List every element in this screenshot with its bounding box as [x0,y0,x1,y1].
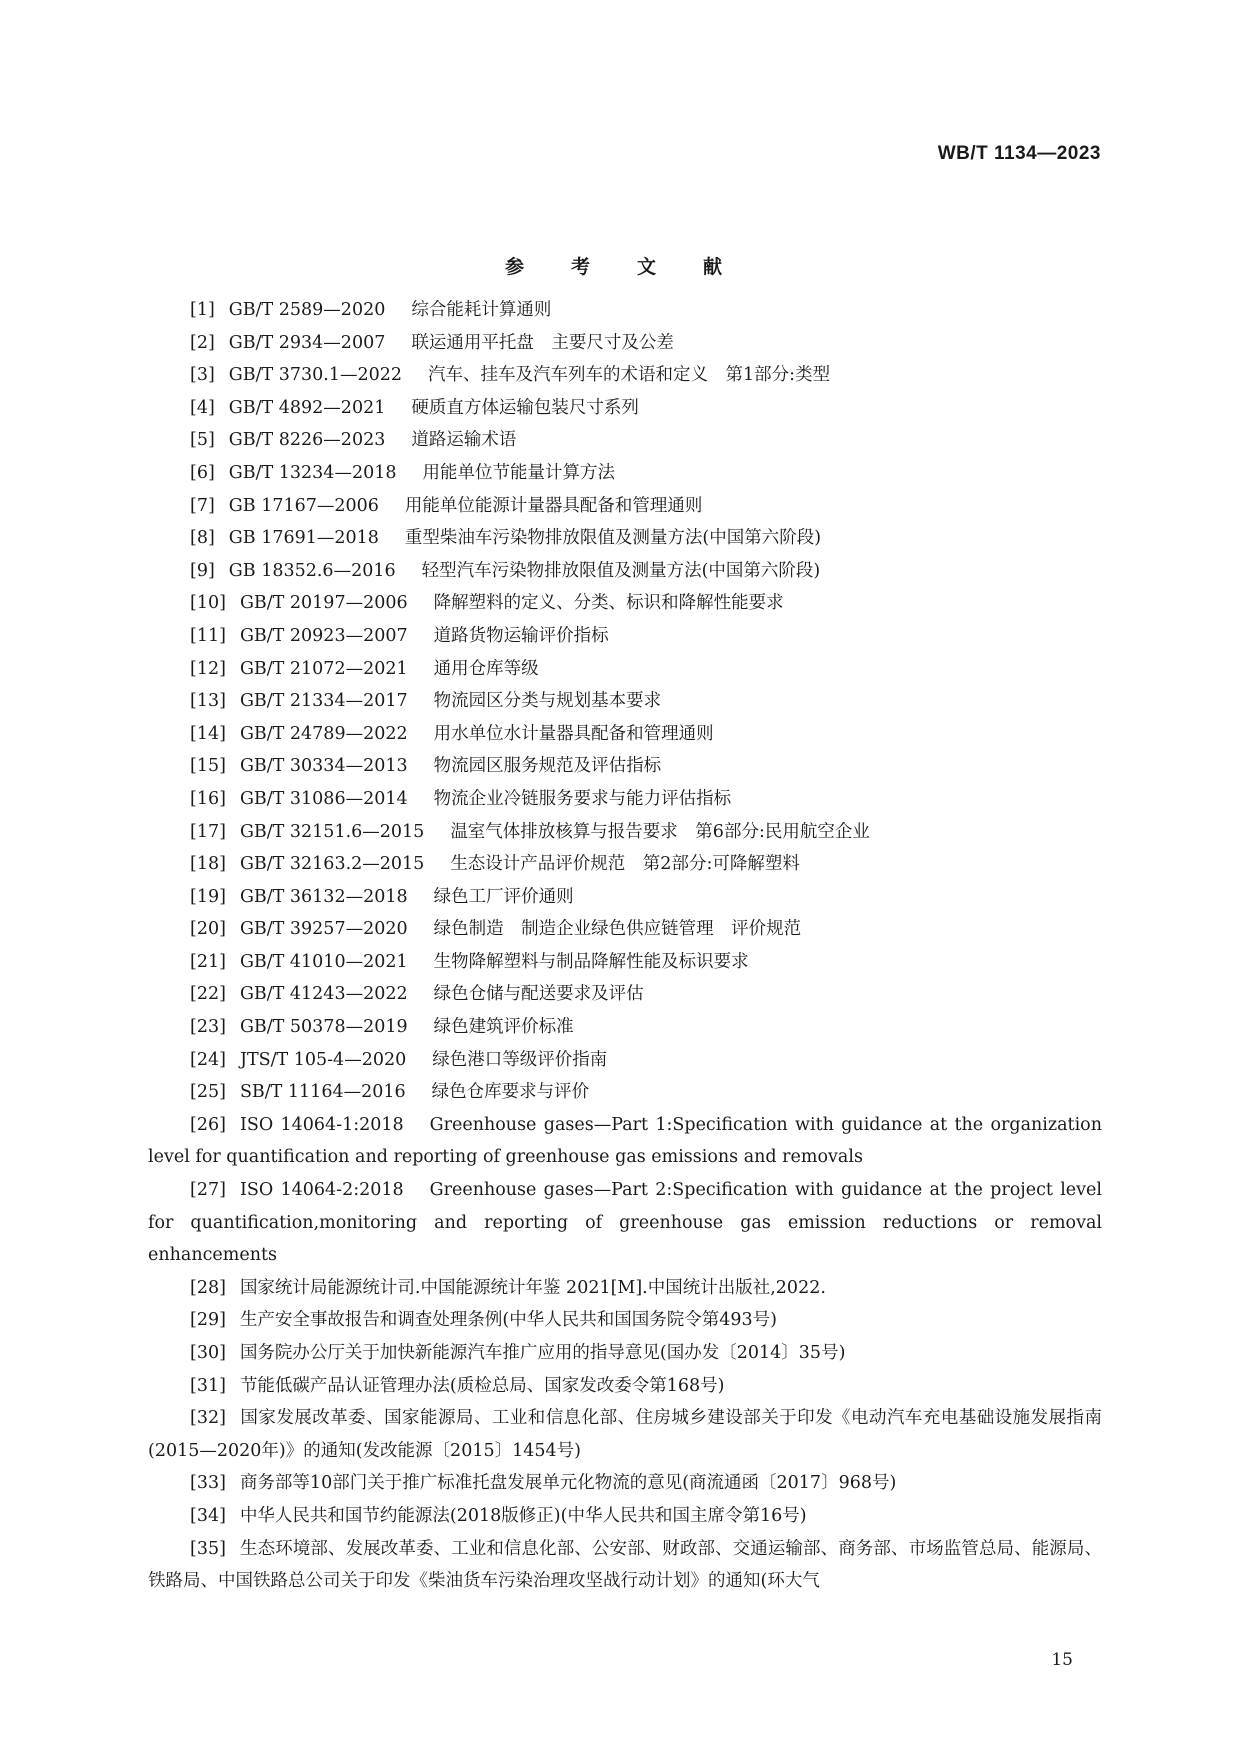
reference-code: GB/T 21072—2021 [239,658,408,679]
reference-code: GB/T 13234—2018 [228,462,397,483]
reference-item [148,653,1102,686]
reference-code: GB/T 2934—2007 [228,332,386,353]
reference-code: GB/T 3730.1—2022 [228,365,403,386]
reference-number: [33] [190,1473,226,1494]
reference-item [148,1370,1102,1403]
reference-code: GB/T 31086—2014 [239,788,408,809]
reference-text: 国家发展改革委、国家能源局、工业和信息化部、住房城乡建设部关于印发《电动汽车充电基础设施发展指南(2015—2020年)》的通知(发改能源〔2015〕1454号) [148,1408,1102,1461]
reference-code: GB/T 32151.6—2015 [239,821,425,842]
reference-number: [19] [190,886,226,907]
reference-item [148,881,1102,914]
reference-item [148,1109,1102,1174]
reference-text: 绿色建筑评价标准 [433,1017,574,1038]
reference-code: GB/T 50378—2019 [239,1017,408,1038]
reference-number: [32] [190,1408,226,1429]
reference-number: [1] [190,300,215,320]
reference-number: [7] [190,495,215,516]
reference-code: GB/T 39257—2020 [239,919,408,940]
reference-text: 轻型汽车污染物排放限值及测量方法(中国第六阶段) [421,560,821,581]
reference-text: 物流园区分类与规划基本要求 [433,691,662,712]
reference-number: [23] [190,1017,226,1038]
reference-item [148,587,1102,620]
reference-number: [34] [190,1505,226,1526]
reference-list [148,294,1102,1598]
reference-item [148,1533,1102,1598]
reference-number: [14] [190,723,226,744]
reference-item [148,359,1102,392]
reference-item [148,1011,1102,1044]
reference-text: 重型柴油车污染物排放限值及测量方法(中国第六阶段) [404,528,822,549]
reference-item [148,1076,1102,1109]
reference-code: GB/T 36132—2018 [239,886,408,907]
reference-text: 物流企业冷链服务要求与能力评估指标 [433,788,732,809]
reference-number: [29] [190,1310,226,1331]
reference-item [148,424,1102,457]
reference-code: GB 17167—2006 [228,495,379,516]
reference-number: [4] [190,397,215,418]
reference-code: GB/T 4892—2021 [228,397,386,418]
reference-text: 国家统计局能源统计司.中国能源统计年鉴 2021[M].中国统计出版社,2022. [239,1277,826,1298]
reference-code: GB/T 20197—2006 [239,593,408,614]
reference-text: Greenhouse gases—Part 1:Specification with guidance at the organization level for quantification and reporting of greenhouse gas emissions and removals [148,1114,1102,1168]
reference-code: GB/T 24789—2022 [239,723,408,744]
reference-text: 联运通用平托盘 主要尺寸及公差 [411,332,674,353]
reference-number: [27] [190,1180,226,1201]
reference-item [148,457,1102,490]
reference-text: 节能低碳产品认证管理办法(质检总局、国家发改委令第168号) [239,1375,725,1396]
reference-item [148,392,1102,425]
reference-text: 中华人民共和国节约能源法(2018版修正)(中华人民共和国主席令第16号) [239,1505,807,1526]
reference-number: [15] [190,756,226,777]
reference-item [148,913,1102,946]
reference-code: GB 18352.6—2016 [228,560,396,581]
reference-text: 汽车、挂车及汽车列车的术语和定义 第1部分:类型 [428,365,831,386]
reference-number: [10] [190,593,226,614]
reference-number: [20] [190,919,226,940]
reference-number: [13] [190,691,226,712]
reference-number: [28] [190,1277,226,1298]
reference-item [148,294,1102,327]
reference-text: 绿色工厂评价通则 [433,886,574,907]
reference-text: 国务院办公厅关于加快新能源汽车推广应用的指导意见(国办发〔2014〕35号) [239,1343,846,1363]
reference-text: 用水单位水计量器具配备和管理通则 [433,723,714,744]
reference-code: SB/T 11164—2016 [239,1082,406,1103]
reference-item [148,816,1102,849]
reference-number: [5] [190,430,215,451]
reference-text: 绿色仓库要求与评价 [431,1082,590,1103]
reference-text: 温室气体排放核算与报告要求 第6部分:民用航空企业 [450,821,870,842]
reference-item [148,1467,1102,1500]
reference-number: [21] [190,951,226,972]
reference-number: [16] [190,788,226,809]
reference-item [148,978,1102,1011]
reference-item [148,750,1102,783]
reference-number: [22] [190,984,226,1005]
reference-number: [12] [190,658,226,679]
reference-text: 道路运输术语 [411,430,517,451]
reference-code: GB 17691—2018 [228,528,379,549]
reference-text: 生物降解塑料与制品降解性能及标识要求 [433,951,749,972]
reference-text: 生态设计产品评价规范 第2部分:可降解塑料 [450,854,800,875]
reference-number: [31] [190,1375,226,1396]
section-title: 参 考 文 献 [504,256,736,278]
reference-item [148,685,1102,718]
reference-item [148,718,1102,751]
reference-text: 硬质直方体运输包装尺寸系列 [411,397,639,418]
reference-item [148,1174,1102,1272]
reference-number: [8] [190,528,215,549]
reference-item [148,555,1102,588]
reference-text: 综合能耗计算通则 [411,300,552,320]
reference-item [148,946,1102,979]
reference-code: GB/T 41243—2022 [239,984,408,1005]
reference-item [148,783,1102,816]
reference-item [148,1337,1102,1370]
reference-item [148,522,1102,555]
reference-text: 物流园区服务规范及评估指标 [433,756,662,777]
reference-number: [6] [190,462,215,483]
reference-text: Greenhouse gases—Part 2:Specification with guidance at the project level for quantification,monitoring and reporting of greenhouse gas emission reductions or removal enhancements [148,1180,1102,1266]
reference-item [148,490,1102,523]
reference-code: ISO 14064-1:2018 [239,1114,404,1135]
reference-number: [30] [190,1343,226,1363]
reference-text: 绿色仓储与配送要求及评估 [433,984,644,1005]
page-number: 15 [1051,1650,1073,1670]
reference-item [148,1272,1102,1305]
reference-text: 通用仓库等级 [433,658,539,679]
reference-code: JTS/T 105-4—2020 [239,1049,407,1070]
reference-text: 绿色港口等级评价指南 [432,1049,608,1070]
reference-text: 生态环境部、发展改革委、工业和信息化部、公安部、财政部、交通运输部、商务部、市场监管总局、能源局、铁路局、中国铁路总公司关于印发《柴油货车污染治理攻坚战行动计划》的通知(环大气 [148,1538,1102,1592]
reference-item [148,1304,1102,1337]
reference-text: 商务部等10部门关于推广标准托盘发展单元化物流的意见(商流通函〔2017〕968号) [239,1473,897,1494]
reference-code: GB/T 32163.2—2015 [239,854,425,875]
reference-number: [24] [190,1049,226,1070]
reference-text: 用能单位能源计量器具配备和管理通则 [404,495,703,516]
reference-text: 生产安全事故报告和调查处理条例(中华人民共和国国务院令第493号) [239,1310,777,1331]
reference-item [148,620,1102,653]
reference-number: [17] [190,821,226,842]
reference-code: GB/T 30334—2013 [239,756,408,777]
document-code: WB/T 1134—2023 [937,143,1101,164]
reference-number: [3] [190,365,215,386]
reference-code: GB/T 21334—2017 [239,691,408,712]
reference-item [148,327,1102,360]
reference-number: [35] [190,1538,226,1559]
reference-text: 道路货物运输评价指标 [433,625,609,646]
reference-item [148,1044,1102,1077]
reference-code: GB/T 41010—2021 [239,951,408,972]
reference-item [148,848,1102,881]
reference-code: GB/T 20923—2007 [239,625,408,646]
reference-text: 降解塑料的定义、分类、标识和降解性能要求 [433,593,784,614]
reference-number: [11] [190,625,226,646]
reference-item [148,1402,1102,1467]
reference-item [148,1500,1102,1533]
reference-text: 用能单位节能量计算方法 [422,462,615,483]
reference-number: [2] [190,332,215,353]
reference-code: ISO 14064-2:2018 [239,1180,404,1201]
reference-code: GB/T 2589—2020 [228,300,386,320]
reference-number: [26] [190,1114,226,1135]
reference-number: [18] [190,854,226,875]
reference-text: 绿色制造 制造企业绿色供应链管理 评价规范 [433,919,802,940]
reference-number: [25] [190,1082,226,1103]
reference-number: [9] [190,560,215,581]
reference-code: GB/T 8226—2023 [228,430,386,451]
